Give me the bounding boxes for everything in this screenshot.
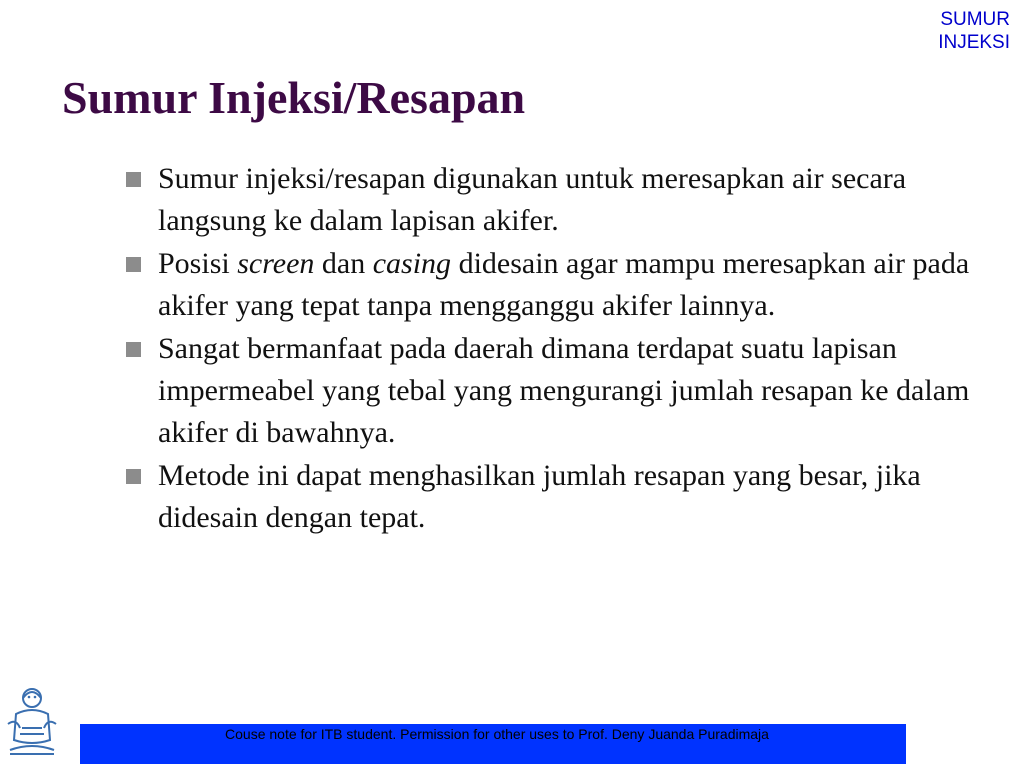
bullet-text-italic: screen — [237, 247, 315, 280]
bullet-item — [124, 243, 974, 327]
bullet-item — [124, 455, 974, 539]
corner-label-line-2: INJEKSI — [938, 32, 1010, 53]
square-bullet-icon — [126, 342, 141, 357]
bullet-list — [124, 158, 974, 540]
bullet-text: dan — [314, 247, 373, 280]
square-bullet-icon — [126, 469, 141, 484]
bullet-item — [124, 158, 974, 242]
bullet-text: Posisi — [158, 247, 238, 280]
footer-note: Couse note for ITB student. Permission for other uses to Prof. Deny Juanda Puradimaja — [225, 726, 769, 742]
bullet-text: Metode ini dapat menghasilkan jumlah resapan yang besar, jika didesain dengan tepat. — [158, 459, 921, 534]
bullet-text: Sangat bermanfaat pada daerah dimana terdapat suatu lapisan impermeabel yang tebal yang mengurangi jumlah resapan ke dalam akifer di bawahnya. — [158, 332, 970, 449]
corner-label-line-1: SUMUR — [940, 9, 1010, 30]
square-bullet-icon — [126, 257, 141, 272]
bullet-text-italic: casing — [372, 247, 452, 280]
bullet-text: Sumur injeksi/resapan digunakan untuk meresapkan air secara langsung ke dalam lapisan akifer. — [158, 162, 907, 237]
square-bullet-icon — [126, 172, 141, 187]
bullet-item — [124, 328, 974, 454]
itb-ganesha-logo-icon — [2, 684, 62, 758]
corner-section-label — [938, 8, 1010, 54]
bullet-text: didesain agar mampu meresapkan air pada akifer yang tepat tanpa mengganggu akifer lainnya. — [158, 247, 970, 322]
slide-title: Sumur Injeksi/Resapan — [62, 72, 526, 123]
